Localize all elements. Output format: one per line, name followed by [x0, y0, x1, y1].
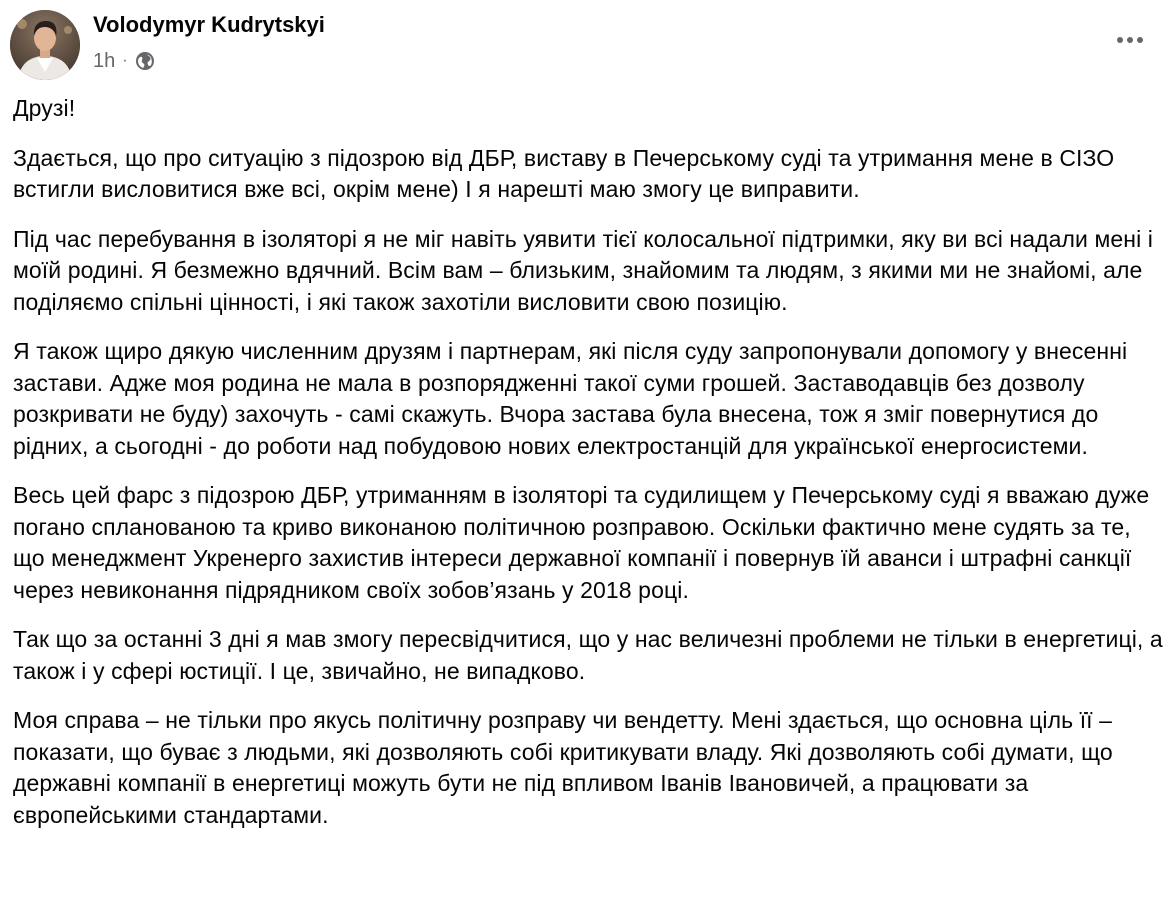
more-options-button[interactable]	[1106, 24, 1154, 56]
post-paragraph: Я також щиро дякую численним друзям і партнерам, які після суду запропонували допомогу у внесенні застави. Адже моя родина не мала в розпорядженні такої суми грошей. Заставодавців без дозволу розкривати не буду) захочуть - самі скажуть. Вчора застава була внесена, тож я зміг повернутися до рідних, а сьогодні - до роботи над побудовою нових електростанцій для української енергосистеми.	[13, 338, 1128, 459]
avatar[interactable]	[10, 10, 80, 80]
post-body	[13, 93, 1163, 849]
meta-separator: ·	[122, 52, 128, 69]
post-paragraph: Весь цей фарс з підозрою ДБР, утриманням в ізоляторі та судилищем у Печерському суді я вважаю дуже погано спланованою та криво виконаною політичною розправою. Оскільки фактично мене судять за те, що менеджмент Укренерго захистив інтереси державної компанії і повернув їй аванси і штрафні санкції через невиконання підрядником своїх зобов’язань у 2018 році.	[13, 482, 1150, 603]
post-paragraph: Здається, що про ситуацію з підозрою від ДБР, виставу в Печерському суді та утримання мене в СІЗО встигли висловитися вже всі, окрім мене) І я нарешті маю змогу це виправити.	[13, 144, 1115, 202]
post-paragraph: Під час перебування в ізоляторі я не міг навіть уявити тієї колосальної підтримки, яку ви всі надали мені і моїй родині. Я безмежно вдячний. Всім вам – близьким, знайомим та людям, з якими ми не знайомі, але поділяємо спільні цінності, і які також захотіли висловити свою позицію.	[13, 225, 1154, 315]
post-meta	[93, 48, 155, 74]
globe-icon[interactable]	[135, 51, 155, 71]
author-name[interactable]: Volodymyr Kudrytskyi	[93, 12, 325, 37]
ellipsis-icon	[1117, 37, 1143, 43]
avatar-photo	[10, 10, 80, 80]
post-paragraph: Так що за останні 3 дні я мав змогу пересвідчитися, що у нас величезні проблеми не тільки в енергетиці, а також і у сфері юстиції. І це, звичайно, не випадково.	[13, 626, 1163, 684]
post-paragraph: Друзі!	[13, 95, 76, 121]
post-time[interactable]: 1h	[93, 49, 116, 72]
post-paragraph: Моя справа – не тільки про якусь політичну розправу чи вендетту. Мені здається, що основна ціль її – показати, що буває з людьми, які дозволяють собі критикувати владу. Які дозволяють собі думати, що державні компанії в енергетиці можуть бути не під впливом Іванів Івановичей, а працювати за європейськими стандартами.	[13, 707, 1113, 828]
